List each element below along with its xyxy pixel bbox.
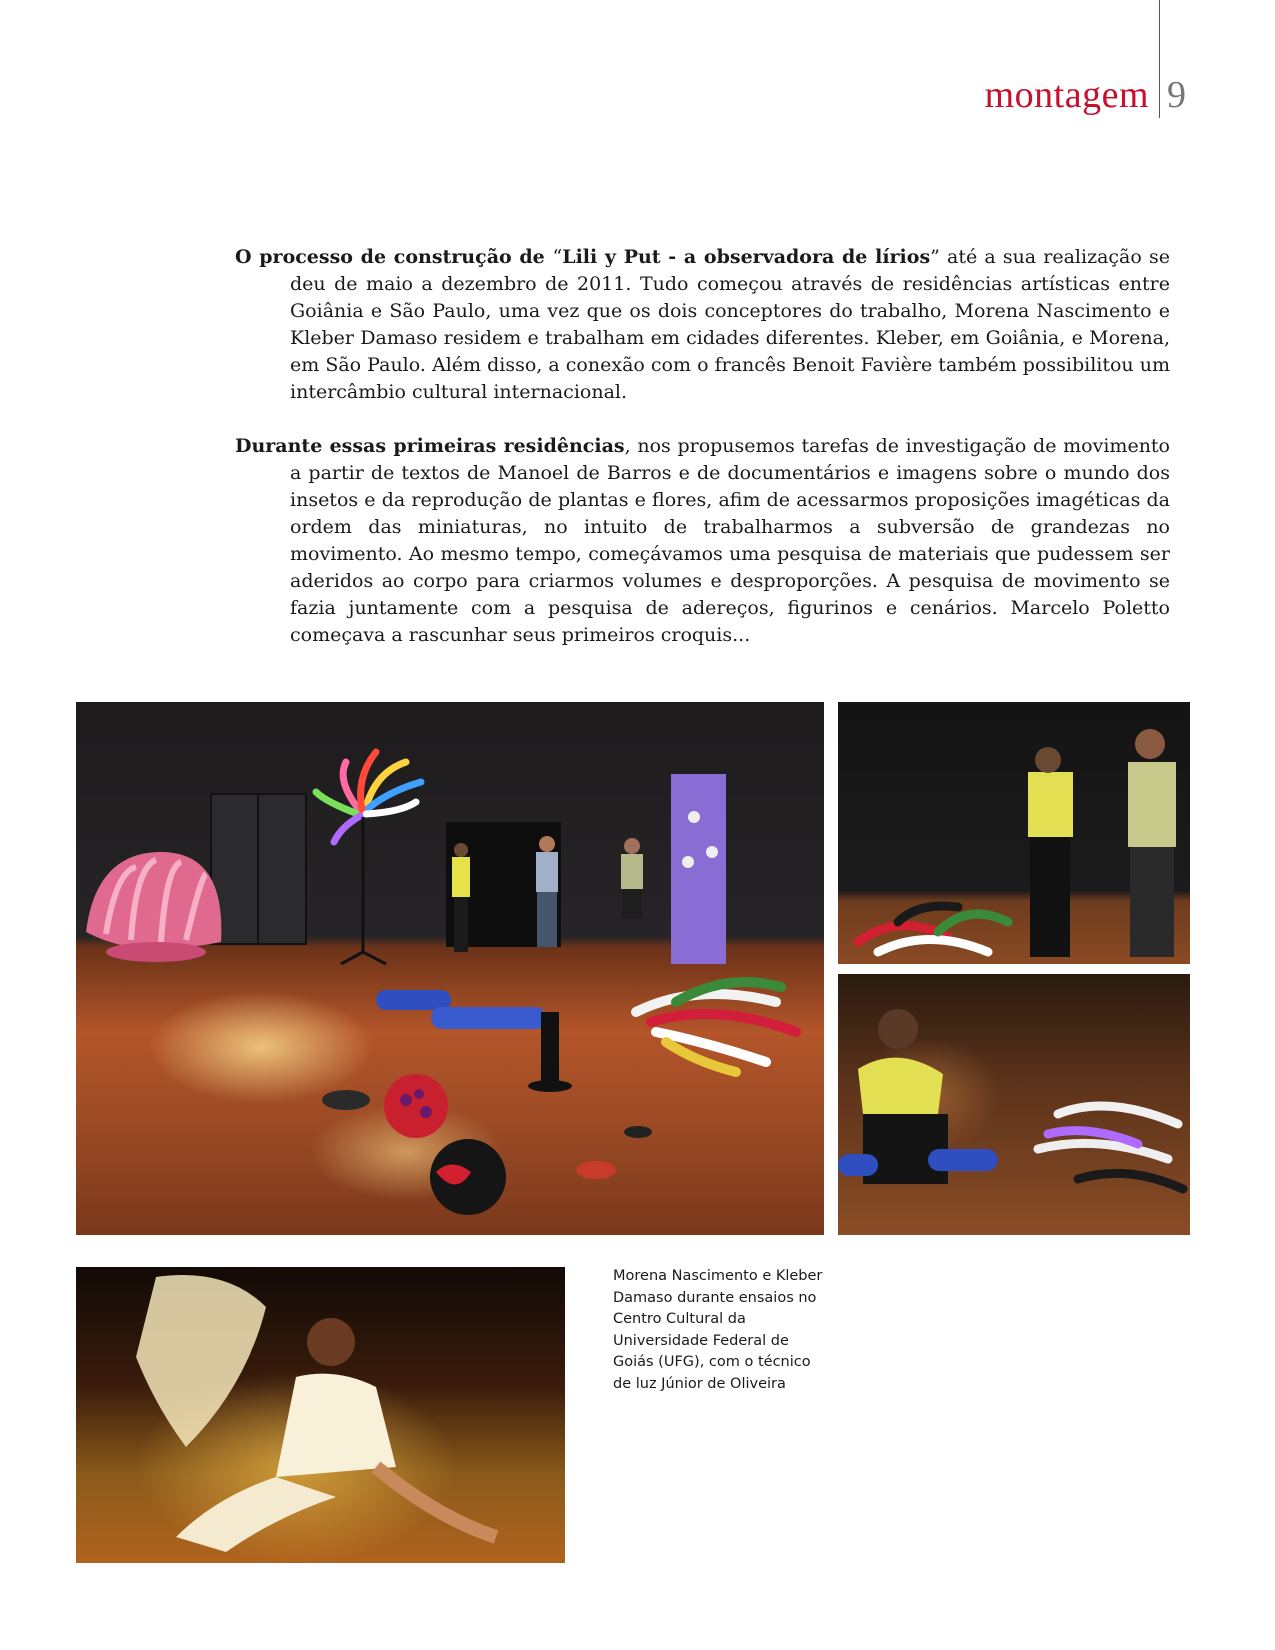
- paragraph-1-text: até a sua realização se deu de maio a dezembro de 2011. Tudo começou através de residências artísticas entre Goiânia e São Paulo, uma vez que os dois conceptores do trabalho, Morena Nascimento e Kleber Damaso residem e trabalham em cidades diferentes. Kleber, em Goiânia, e Morena, em São Paulo. Além disso, a conexão com o francês Benoit Favière também possibilitou um intercâmbio cultural internacional.: [290, 246, 1170, 403]
- article-body: [235, 244, 1170, 676]
- page-number: 9: [1167, 74, 1186, 116]
- dancers-standing-illustration: [838, 702, 1190, 964]
- dancer-reclining-photo: [76, 1267, 565, 1563]
- paragraph-1: [235, 244, 1170, 406]
- dancer-seated-photo: [838, 974, 1190, 1235]
- section-title: montagem: [984, 74, 1149, 116]
- photo-caption: Morena Nascimento e Kleber Damaso durante ensaios no Centro Cultural da Universidade Federal de Goiás (UFG), com o técnico de luz Júnior de Oliveira: [613, 1268, 823, 1392]
- paragraph-2-text: , nos propusemos tarefas de investigação de movimento a partir de textos de Manoel de Barros e de documentários e imagens sobre o mundo dos insetos e da reprodução de plantas e flores, afim de acessarmos proposições imagéticas da ordem das miniaturas, no intuito de trabalharmos a subversão de grandezas no movimento. Ao mesmo tempo, começávamos uma pesquisa de materiais que pudessem ser aderidos ao corpo para criarmos volumes e desproporções. A pesquisa de movimento se fazia juntamente com a pesquisa de adereços, figurinos e cenários. Marcelo Poletto começava a rascunhar seus primeiros croquis...: [290, 435, 1171, 646]
- paragraph-1-lead: O processo de construção de: [235, 246, 553, 268]
- title-open-quote: “: [552, 246, 563, 268]
- title-close-quote: ”: [930, 246, 940, 268]
- dancer-seated-illustration: [838, 974, 1190, 1235]
- rehearsal-stage-photo: [76, 702, 824, 1235]
- paragraph-2: [235, 433, 1170, 649]
- dancer-reclining-illustration: [76, 1267, 565, 1563]
- header-divider: [1159, 0, 1160, 118]
- work-title: Lili y Put - a observadora de lírios: [562, 246, 931, 268]
- dancers-standing-photo: [838, 702, 1190, 964]
- paragraph-2-lead: Durante essas primeiras residências: [235, 435, 625, 457]
- rehearsal-stage-illustration: [76, 702, 824, 1235]
